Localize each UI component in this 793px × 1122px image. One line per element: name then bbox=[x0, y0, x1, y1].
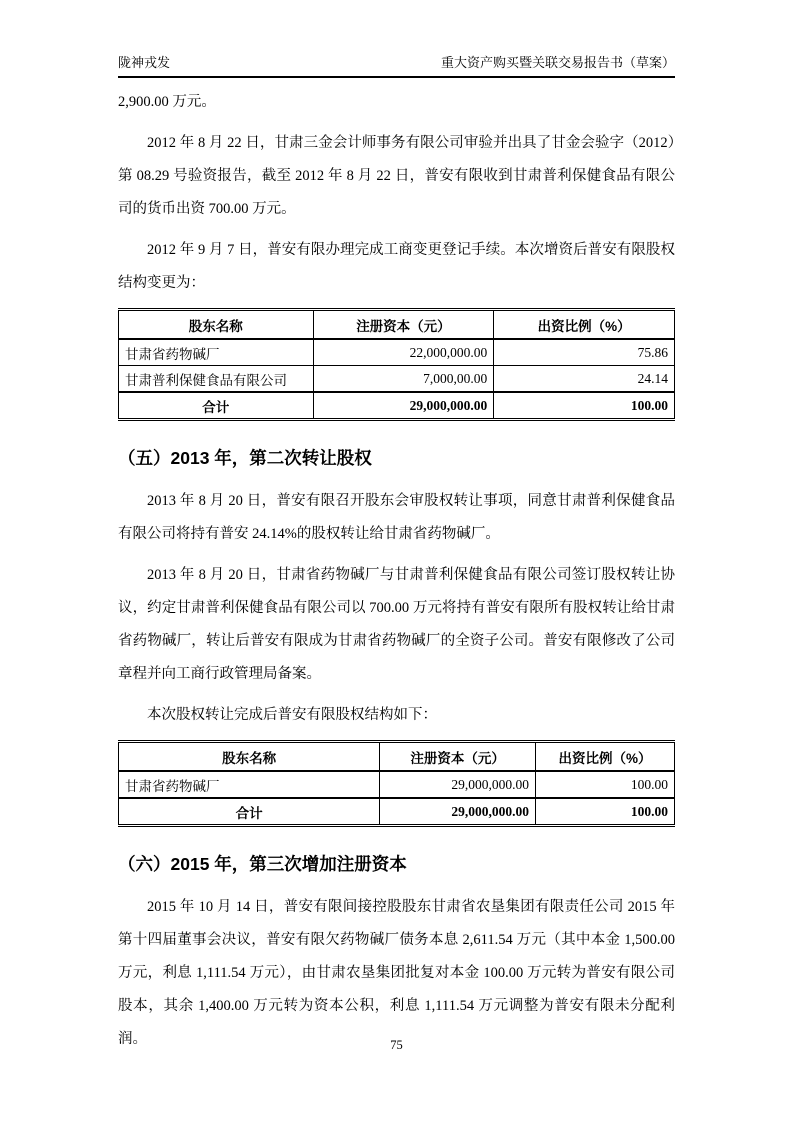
shareholder-name-cell: 甘肃省药物碱厂 bbox=[119, 339, 314, 366]
total-contribution-ratio-cell: 100.00 bbox=[494, 392, 675, 420]
paragraph-registration-change-2012: 2012 年 9 月 7 日，普安有限办理完成工商变更登记手续。本次增资后普安有限股权结构变更为： bbox=[118, 242, 675, 291]
paragraph-carryover-amount: 2,900.00 万元。 bbox=[118, 94, 216, 110]
column-header-contribution-ratio: 出资比例（%） bbox=[494, 310, 675, 340]
page-footer bbox=[0, 1038, 793, 1053]
registered-capital-cell: 29,000,000.00 bbox=[380, 771, 536, 798]
section-heading-6-third-capital-increase: （六）2015 年，第三次增加注册资本 bbox=[118, 854, 407, 874]
equity-structure-table-after-2012-increase bbox=[118, 308, 675, 421]
total-label-cell: 合计 bbox=[119, 392, 314, 420]
table-total-row bbox=[119, 392, 675, 420]
table-row bbox=[119, 339, 675, 366]
contribution-ratio-cell: 100.00 bbox=[535, 771, 674, 798]
total-contribution-ratio-cell: 100.00 bbox=[535, 798, 674, 826]
paragraph-capital-verification-2012: 2012 年 8 月 22 日，甘肃三金会计师事务有限公司审验并出具了甘金会验字（2012）第 08.29 号验资报告，截至 2012 年 8 月 22 日，普安有限收到甘肃普利保健食品有限公司的货币出资 700.00 万元。 bbox=[118, 135, 675, 217]
column-header-registered-capital: 注册资本（元） bbox=[313, 310, 494, 340]
paragraph-shareholder-meeting-2013: 2013 年 8 月 20 日，普安有限召开股东会审股权转让事项，同意甘肃普利保健食品有限公司将持有普安 24.14%的股权转让给甘肃省药物碱厂。 bbox=[118, 493, 675, 542]
shareholder-name-cell: 甘肃省药物碱厂 bbox=[119, 771, 380, 798]
header-report-title: 重大资产购买暨关联交易报告书（草案） bbox=[440, 55, 675, 70]
header-company-short-name: 陇神戎发 bbox=[118, 55, 171, 70]
document-body bbox=[118, 86, 675, 1056]
table-row bbox=[119, 366, 675, 393]
contribution-ratio-cell: 24.14 bbox=[494, 366, 675, 393]
registered-capital-cell: 22,000,000.00 bbox=[313, 339, 494, 366]
total-registered-capital-cell: 29,000,000.00 bbox=[313, 392, 494, 420]
paragraph-transfer-agreement-2013: 2013 年 8 月 20 日，甘肃省药物碱厂与甘肃普利保健食品有限公司签订股权转让协议，约定甘肃普利保健食品有限公司以 700.00 万元将持有普安有限所有股权转让给甘肃省药物碱厂，转让后普安有限成为甘肃省药物碱厂的全资子公司。普安有限修改了公司章程并向工商行政管理局备案。 bbox=[118, 567, 675, 682]
page-header bbox=[118, 54, 675, 78]
page-number: 75 bbox=[390, 1038, 403, 1052]
total-registered-capital-cell: 29,000,000.00 bbox=[380, 798, 536, 826]
column-header-shareholder-name: 股东名称 bbox=[119, 310, 314, 340]
table-total-row bbox=[119, 798, 675, 826]
paragraph-debt-to-equity-2015: 2015 年 10 月 14 日，普安有限间接控股股东甘肃省农垦集团有限责任公司 2015 年第十四届董事会决议，普安有限欠药物碱厂债务本息 2,611.54 万元（其中本金 1,500.00 万元，利息 1,111.54 万元），由甘肃农垦集团批复对本金 100.00 万元转为普安有限公司股本，其余 1,400.00 万元转为资本公积，利息 1,111.54 万元调整为普安有限未分配利润。 bbox=[118, 899, 675, 1047]
section-heading-5-second-equity-transfer: （五）2013 年，第二次转让股权 bbox=[118, 448, 372, 468]
column-header-shareholder-name: 股东名称 bbox=[119, 742, 380, 772]
shareholder-name-cell: 甘肃普利保健食品有限公司 bbox=[119, 366, 314, 393]
column-header-registered-capital: 注册资本（元） bbox=[380, 742, 536, 772]
total-label-cell: 合计 bbox=[119, 798, 380, 826]
contribution-ratio-cell: 75.86 bbox=[494, 339, 675, 366]
table-row bbox=[119, 771, 675, 798]
table-header-row bbox=[119, 742, 675, 772]
registered-capital-cell: 7,000,00.00 bbox=[313, 366, 494, 393]
table-header-row bbox=[119, 310, 675, 340]
equity-structure-table-after-2013-transfer bbox=[118, 740, 675, 827]
paragraph-structure-after-transfer-intro: 本次股权转让完成后普安有限股权结构如下： bbox=[147, 707, 437, 723]
column-header-contribution-ratio: 出资比例（%） bbox=[535, 742, 674, 772]
